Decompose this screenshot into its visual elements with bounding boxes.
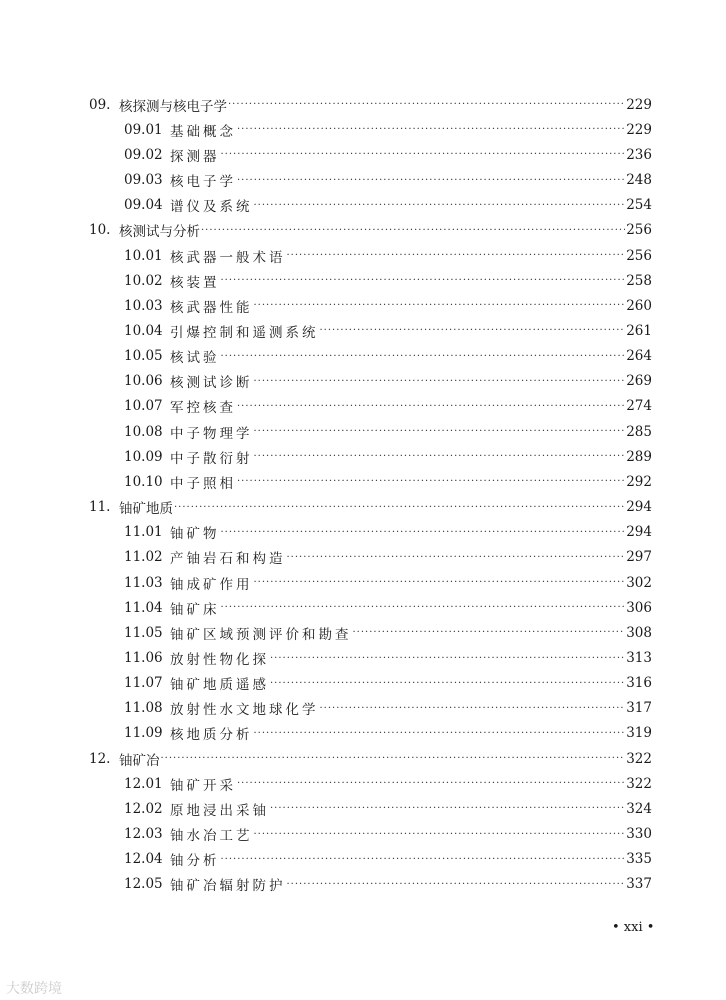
entry-page: 317 [626, 700, 652, 717]
dot-leader [254, 426, 626, 437]
dot-leader [221, 275, 626, 286]
toc-section[interactable] [89, 293, 652, 318]
toc-section[interactable] [89, 268, 652, 293]
entry-number: 11.01 [124, 524, 163, 541]
entry-number: 10.10 [124, 473, 163, 490]
entry-page: 306 [626, 599, 652, 616]
entry-number: 11.09 [124, 725, 163, 742]
toc-section[interactable] [89, 369, 652, 394]
toc-section[interactable] [89, 394, 652, 419]
entry-page: 236 [626, 146, 652, 163]
dot-leader [237, 124, 625, 135]
entry-number: 12.02 [124, 800, 163, 817]
dot-leader [221, 527, 626, 538]
entry-title: 核测试与分析 [119, 224, 200, 241]
dot-leader [221, 854, 626, 865]
toc-section[interactable] [89, 872, 652, 897]
entry-number: 09.03 [124, 172, 163, 189]
toc-section[interactable] [89, 520, 652, 545]
toc-section[interactable] [89, 771, 652, 796]
entry-page: 330 [626, 826, 652, 843]
page-number: • xxi • [612, 920, 655, 935]
entry-title: 铀矿冶辐射防护 [170, 878, 286, 895]
entry-number: 11.04 [124, 599, 163, 616]
dot-leader [174, 502, 625, 513]
entry-title: 铀矿地质 [119, 501, 173, 518]
toc-section[interactable] [89, 620, 652, 645]
entry-number: 11.02 [124, 549, 163, 566]
toc-section[interactable] [89, 570, 652, 595]
entry-page: 302 [626, 574, 652, 591]
dot-leader [161, 753, 626, 764]
entry-page: 269 [626, 373, 652, 390]
entry-page: 316 [626, 675, 652, 692]
dot-leader [237, 401, 625, 412]
dot-leader [287, 250, 626, 261]
entry-page: 319 [626, 725, 652, 742]
entry-title: 基础概念 [170, 123, 236, 140]
toc-section[interactable] [89, 193, 652, 218]
toc-section[interactable] [89, 318, 652, 343]
entry-page: 289 [626, 448, 652, 465]
dot-leader [228, 99, 625, 110]
entry-title: 铀矿区域预测评价和勘查 [170, 626, 352, 643]
toc-chapter[interactable] [89, 92, 652, 117]
toc-chapter[interactable] [89, 218, 652, 243]
dot-leader [254, 577, 626, 588]
dot-leader [221, 351, 626, 362]
entry-title: 探测器 [170, 148, 220, 165]
dot-leader [254, 829, 626, 840]
entry-title: 铀矿床 [170, 601, 220, 618]
entry-page: 256 [626, 247, 652, 264]
entry-page: 264 [626, 348, 652, 365]
entry-page: 335 [626, 851, 652, 868]
entry-number: 11.03 [124, 574, 163, 591]
entry-page: 322 [626, 750, 652, 767]
entry-number: 10.03 [124, 297, 163, 314]
entry-number: 11.08 [124, 700, 163, 717]
entry-title: 核探测与核电子学 [119, 98, 227, 115]
dot-leader [270, 653, 625, 664]
entry-title: 产铀岩石和构造 [170, 551, 286, 568]
entry-title: 核地质分析 [170, 727, 253, 744]
toc-section[interactable] [89, 444, 652, 469]
toc-section[interactable] [89, 142, 652, 167]
dot-leader [254, 728, 626, 739]
entry-title: 铀矿物 [170, 526, 220, 543]
entry-page: 258 [626, 272, 652, 289]
dot-leader [221, 149, 626, 160]
entry-page: 274 [626, 398, 652, 415]
entry-title: 谱仪及系统 [170, 199, 253, 216]
entry-number: 10.01 [124, 247, 163, 264]
entry-number: 12.05 [124, 876, 163, 893]
entry-title: 铀矿开采 [170, 777, 236, 794]
entry-title: 放射性水文地球化学 [170, 702, 319, 719]
toc-section[interactable] [89, 545, 652, 570]
entry-page: 324 [626, 800, 652, 817]
entry-page: 260 [626, 297, 652, 314]
dot-leader [287, 552, 626, 563]
dot-leader [254, 451, 626, 462]
entry-page: 229 [626, 121, 652, 138]
entry-number: 10.07 [124, 398, 163, 415]
entry-page: 313 [626, 650, 652, 667]
toc-section[interactable] [89, 117, 652, 142]
toc-section[interactable] [89, 822, 652, 847]
toc-section[interactable] [89, 847, 652, 872]
dot-leader [254, 200, 626, 211]
entry-page: 292 [626, 473, 652, 490]
entry-number: 12.01 [124, 775, 163, 792]
entry-title: 核试验 [170, 350, 220, 367]
toc-chapter[interactable] [89, 746, 652, 771]
entry-number: 11.05 [124, 624, 163, 641]
entry-number: 12. [89, 750, 111, 767]
entry-page: 308 [626, 624, 652, 641]
entry-title: 铀水冶工艺 [170, 828, 253, 845]
dot-leader [320, 325, 626, 336]
entry-number: 10. [89, 222, 111, 239]
entry-page: 285 [626, 423, 652, 440]
entry-title: 原地浸出采铀 [170, 802, 269, 819]
entry-number: 10.05 [124, 348, 163, 365]
entry-number: 10.02 [124, 272, 163, 289]
entry-page: 294 [626, 524, 652, 541]
toc-section[interactable] [89, 721, 652, 746]
entry-page: 254 [626, 197, 652, 214]
toc-section[interactable] [89, 796, 652, 821]
dot-leader [254, 300, 626, 311]
entry-number: 11. [89, 499, 111, 516]
entry-title: 核电子学 [170, 174, 236, 191]
entry-title: 核武器性能 [170, 299, 253, 316]
entry-number: 10.06 [124, 373, 163, 390]
toc-section[interactable] [89, 645, 652, 670]
entry-number: 12.03 [124, 826, 163, 843]
watermark: 大数跨境 [6, 981, 62, 997]
entry-title: 铀矿冶 [119, 752, 160, 769]
dot-leader [353, 627, 626, 638]
entry-page: 337 [626, 876, 652, 893]
dot-leader [201, 225, 625, 236]
entry-title: 军控核查 [170, 400, 236, 417]
entry-page: 322 [626, 775, 652, 792]
entry-number: 11.06 [124, 650, 163, 667]
entry-title: 中子物理学 [170, 425, 253, 442]
toc-section[interactable] [89, 469, 652, 494]
entry-page: 297 [626, 549, 652, 566]
entry-title: 核武器一般术语 [170, 249, 286, 266]
dot-leader [320, 703, 626, 714]
dot-leader [287, 879, 626, 890]
entry-page: 294 [626, 499, 652, 516]
entry-page: 261 [626, 322, 652, 339]
dot-leader [237, 778, 625, 789]
dot-leader [237, 476, 625, 487]
entry-number: 09. [89, 96, 111, 113]
entry-number: 12.04 [124, 851, 163, 868]
entry-number: 10.08 [124, 423, 163, 440]
dot-leader [221, 602, 626, 613]
entry-number: 10.09 [124, 448, 163, 465]
entry-page: 256 [626, 222, 652, 239]
dot-leader [270, 803, 625, 814]
entry-title: 中子照相 [170, 475, 236, 492]
entry-title: 核测试诊断 [170, 375, 253, 392]
entry-page: 248 [626, 172, 652, 189]
entry-title: 铀成矿作用 [170, 576, 253, 593]
entry-number: 09.04 [124, 197, 163, 214]
entry-number: 09.01 [124, 121, 163, 138]
entry-number: 09.02 [124, 146, 163, 163]
toc-section[interactable] [89, 167, 652, 192]
table-of-contents [89, 92, 652, 897]
entry-title: 放射性物化探 [170, 652, 269, 669]
dot-leader [237, 175, 625, 186]
toc-chapter[interactable] [89, 495, 652, 520]
toc-section[interactable] [89, 419, 652, 444]
toc-section[interactable] [89, 696, 652, 721]
entry-title: 核装置 [170, 274, 220, 291]
dot-leader [254, 376, 626, 387]
toc-section[interactable] [89, 243, 652, 268]
entry-number: 10.04 [124, 322, 163, 339]
toc-section[interactable] [89, 671, 652, 696]
toc-section[interactable] [89, 595, 652, 620]
entry-title: 铀分析 [170, 853, 220, 870]
toc-section[interactable] [89, 344, 652, 369]
entry-title: 中子散衍射 [170, 450, 253, 467]
entry-number: 11.07 [124, 675, 163, 692]
entry-title: 引爆控制和遥测系统 [170, 324, 319, 341]
entry-title: 铀矿地质遥感 [170, 677, 269, 694]
entry-page: 229 [626, 96, 652, 113]
dot-leader [270, 678, 625, 689]
